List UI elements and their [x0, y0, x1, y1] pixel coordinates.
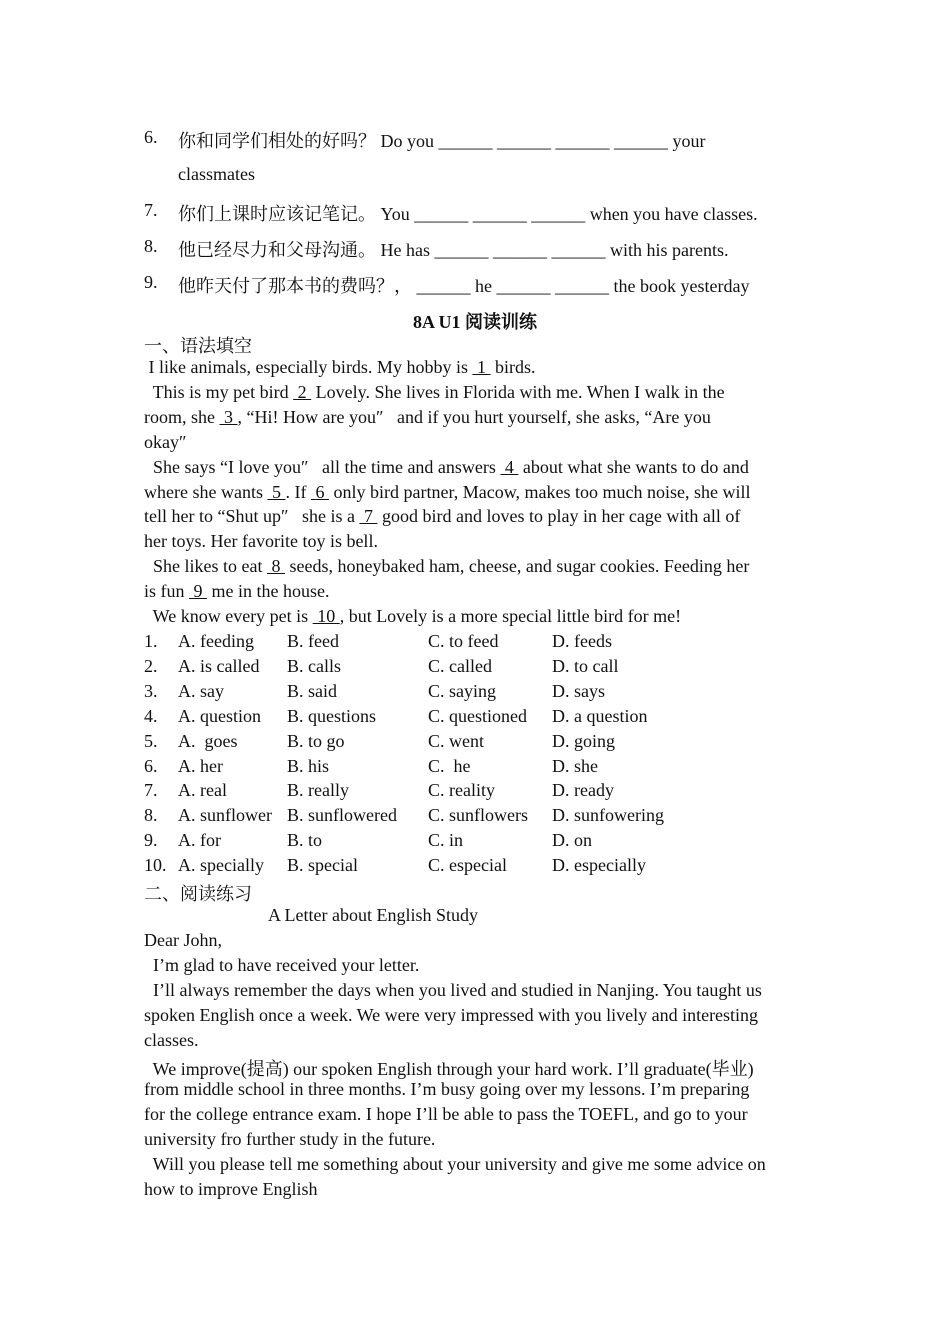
passage-text: seeds, honeybaked ham, cheese, and sugar cookies. Feeding her: [284, 556, 750, 577]
passage-text: She says “I love you″ all the time and answers: [144, 456, 501, 477]
passage-text: birds.: [490, 357, 536, 377]
passage-text: about what she wants to do and: [518, 456, 749, 477]
passage-text: her toys. Her favorite toy is bell.: [144, 531, 378, 552]
letter-line: for the college entrance exam. I hope I’ll be able to pass the TOEFL, and go to your: [144, 1104, 748, 1125]
option-a: A. real: [178, 780, 227, 801]
translation-item: 他已经尽力和父母沟通。 He has ______ ______ ______ with his parents.: [178, 240, 729, 260]
passage-text: only bird partner, Macow, makes too much noise, she will: [328, 481, 751, 502]
option-number: 5.: [144, 730, 158, 751]
section-heading: 二、阅读练习: [144, 884, 252, 904]
option-c: C. especial: [428, 855, 507, 876]
option-a: A. for: [178, 830, 221, 851]
passage-line: [144, 482, 751, 503]
passage-line: [144, 531, 378, 552]
option-d: D. says: [552, 680, 605, 701]
translation-item: 你和同学们相处的好吗？ Do you ______ ______ ______ ______ your: [178, 131, 706, 151]
blank-number: 1: [472, 357, 491, 377]
option-d: D. sunfowering: [552, 805, 664, 826]
passage-text: I like animals, especially birds. My hobby is: [144, 357, 473, 377]
blank-number: 3: [219, 406, 238, 427]
letter-line: Dear John,: [144, 930, 222, 950]
option-b: B. questions: [287, 705, 377, 726]
letter-title: A Letter about English Study: [268, 905, 478, 925]
option-number: 8.: [144, 805, 158, 826]
option-d: D. on: [552, 830, 592, 851]
letter-line: I’m glad to have received your letter.: [144, 954, 420, 975]
passage-text: Lovely. She lives in Florida with me. When I walk in the: [311, 381, 725, 402]
letter-line: classes.: [144, 1029, 199, 1050]
blank-number: 9: [189, 581, 207, 602]
passage-text: , but Lovely is a more special little bird for me!: [339, 606, 682, 626]
letter-line: how to improve English: [144, 1179, 318, 1199]
option-b: B. really: [287, 780, 349, 801]
letter-line: from middle school in three months. I’m busy going over my lessons. I’m preparing: [144, 1079, 750, 1100]
option-c: C. sunflowers: [428, 805, 528, 826]
option-number: 7.: [144, 780, 158, 801]
option-number: 6.: [144, 755, 158, 776]
passage-text: good bird and loves to play in her cage with all of: [377, 506, 741, 527]
passage-line: [144, 556, 749, 577]
option-b: B. his: [287, 755, 330, 776]
letter-line: We improve(提高) our spoken English through your hard work. I’ll graduate(毕业): [144, 1058, 754, 1079]
option-b: B. calls: [287, 655, 341, 676]
letter-line: university fro further study in the future.: [144, 1129, 436, 1150]
passage-text: room, she: [144, 406, 220, 427]
blank-number: 7: [359, 506, 378, 527]
page-title: 8A U1 阅读训练: [412, 312, 537, 332]
option-b: B. sunflowered: [287, 805, 397, 826]
option-number: 1.: [144, 631, 158, 651]
option-d: D. especially: [552, 855, 646, 876]
passage-line: [144, 506, 740, 527]
option-a: A. specially: [178, 855, 264, 876]
option-d: D. a question: [552, 705, 648, 726]
translation-item: 他昨天付了那本书的费吗？， ______ he ______ ______ the book yesterday: [178, 276, 750, 296]
passage-text: , “Hi! How are you″ and if you hurt yourself, she asks, “Are you: [237, 406, 711, 427]
option-c: C. went: [428, 730, 484, 751]
option-c: C. to feed: [428, 631, 499, 651]
translation-item-cont: classmates: [178, 164, 255, 184]
item-number: 7.: [144, 200, 158, 220]
option-a: A. sunflower: [178, 805, 272, 826]
option-b: B. said: [287, 680, 338, 701]
passage-line: [144, 581, 329, 602]
passage-text: This is my pet bird: [144, 381, 294, 402]
blank-number: 10: [312, 606, 340, 626]
item-number: 9.: [144, 272, 158, 292]
option-c: C. called: [428, 655, 492, 676]
option-number: 9.: [144, 830, 158, 851]
passage-text: me in the house.: [207, 581, 330, 602]
letter-line: I’ll always remember the days when you lived and studied in Nanjing. You taught us: [144, 979, 762, 1000]
option-a: A. goes: [178, 730, 238, 751]
passage-line: [144, 457, 749, 478]
option-b: B. to: [287, 830, 323, 851]
blank-number: 4: [500, 456, 519, 477]
option-d: D. ready: [552, 780, 614, 801]
passage-text: . If: [285, 481, 311, 502]
option-b: B. feed: [287, 631, 339, 651]
passage-line: [144, 407, 711, 428]
option-a: A. is called: [178, 655, 260, 676]
blank-number: 8: [266, 556, 285, 577]
option-c: C. saying: [428, 680, 497, 701]
option-c: C. he: [428, 755, 471, 776]
letter-line: Will you please tell me something about your university and give me some advice on: [144, 1154, 766, 1175]
option-d: D. to call: [552, 655, 619, 676]
option-a: A. question: [178, 705, 261, 726]
option-c: C. questioned: [428, 705, 527, 726]
item-number: 6.: [144, 127, 158, 147]
passage-line: [144, 357, 535, 378]
passage-text: We know every pet is: [144, 606, 313, 626]
blank-number: 6: [310, 481, 329, 502]
passage-line: [144, 432, 187, 453]
option-b: B. special: [287, 855, 358, 876]
passage-text: is fun: [144, 581, 189, 602]
passage-line: [144, 606, 681, 627]
option-number: 3.: [144, 680, 158, 701]
option-a: A. her: [178, 755, 223, 776]
passage-text: okay″: [144, 431, 187, 452]
item-number: 8.: [144, 236, 158, 256]
section-heading: 一、语法填空: [144, 336, 252, 356]
option-number: 4.: [144, 705, 158, 726]
passage-line: [144, 382, 725, 403]
translation-item: 你们上课时应该记笔记。 You ______ ______ ______ when you have classes.: [178, 204, 758, 224]
option-number: 2.: [144, 655, 158, 676]
passage-text: She likes to eat: [144, 556, 267, 577]
passage-text: tell her to “Shut up″ she is a: [144, 506, 360, 527]
blank-number: 2: [293, 381, 312, 402]
option-b: B. to go: [287, 730, 345, 751]
option-a: A. feeding: [178, 631, 254, 651]
blank-number: 5: [267, 481, 286, 502]
option-c: C. in: [428, 830, 464, 851]
option-a: A. say: [178, 680, 224, 701]
option-d: D. she: [552, 755, 598, 776]
option-d: D. going: [552, 730, 615, 751]
option-d: D. feeds: [552, 631, 612, 651]
passage-text: where she wants: [144, 481, 268, 502]
option-c: C. reality: [428, 780, 495, 801]
letter-line: spoken English once a week. We were very impressed with you lively and interesting: [144, 1004, 759, 1025]
option-number: 10.: [144, 855, 167, 876]
